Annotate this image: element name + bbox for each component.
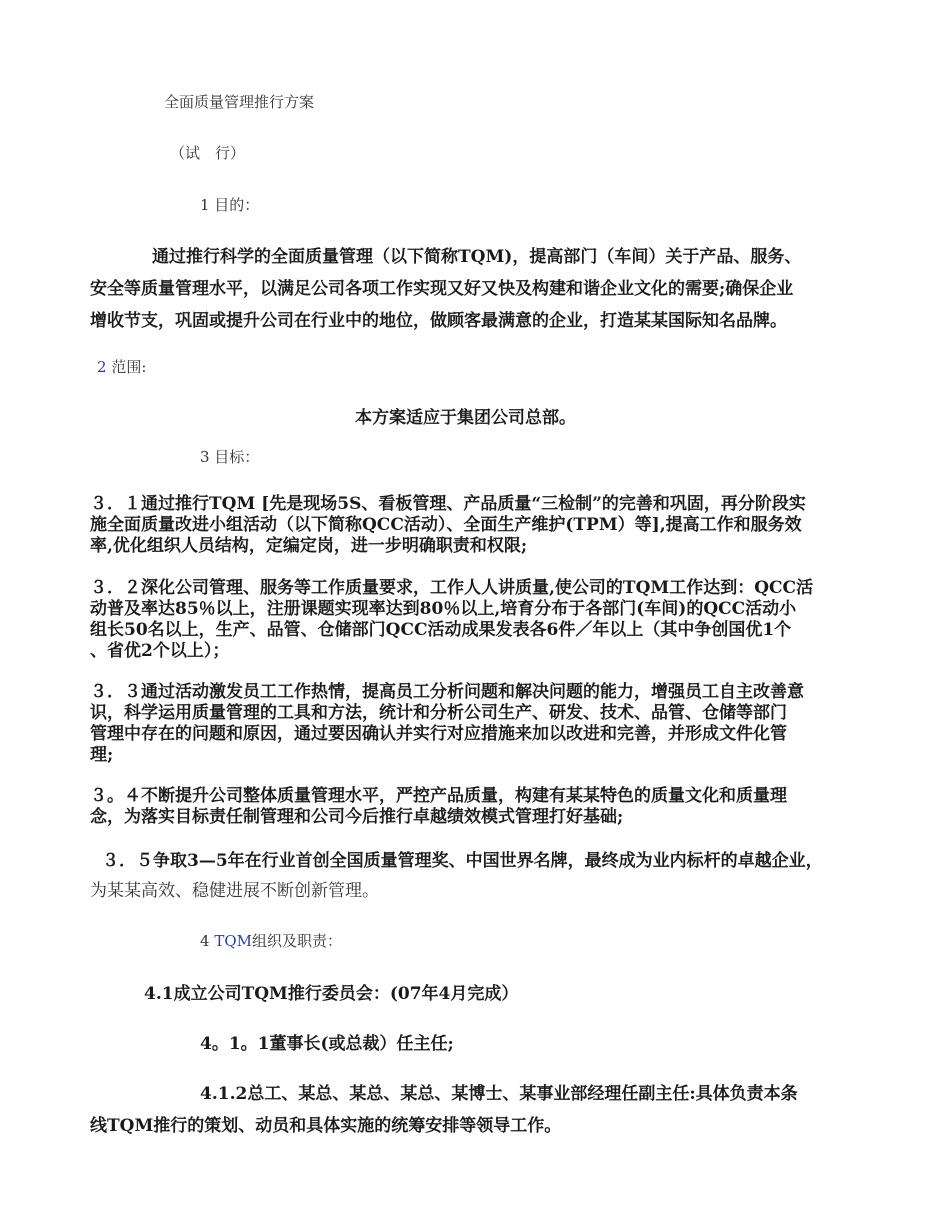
goal-3-4-line-1: ３。４不断提升公司整体质量管理水平，严控产品质量，构建有某某特色的质量文化和质量理 (90, 786, 787, 806)
goal-3-5 (90, 846, 865, 906)
section-2-label: 范围: (111, 358, 147, 376)
document-subtitle: （试 行） (170, 144, 246, 162)
goal-3-1 (90, 494, 865, 557)
section-4-number: 4 (200, 932, 210, 950)
goal-3-3-line-1: ３．３通过活动激发员工工作热情，提高员工分析问题和解决问题的能力，增强员工自主改善意 (90, 682, 804, 702)
item-4-1-2 (90, 1078, 865, 1142)
goal-3-5-line-1: ３．５争取3—5年在行业首创全国质量管理奖、中国世界名牌，最终成为业内标杆的卓越企业， (102, 851, 823, 871)
section-1-line-1: 通过推行科学的全面质量管理（以下简称TQM)，提高部门（车间）关于产品、服务、 (152, 247, 802, 267)
goal-3-1-line-1: ３．１通过推行TQM [先是现场5S、看板管理、产品质量“三检制”的完善和巩固，再分阶段实 (90, 494, 806, 514)
section-1-line-2: 安全等质量管理水平，以满足公司各项工作实现又好又快及构建和谐企业文化的需要;确保企业 (90, 279, 794, 299)
section-2-heading (97, 356, 146, 377)
goal-3-2 (90, 578, 865, 662)
goal-3-5-line-2: 为某某高效、稳健进展不断创新管理。 (90, 881, 379, 901)
goal-3-3 (90, 682, 865, 766)
section-2-number: 2 (97, 358, 107, 376)
goal-3-3-line-2: 识，科学运用质量管理的工具和方法，统计和分析公司生产、研发、技术、品管、仓储等部门 (90, 703, 787, 723)
goal-3-2-line-2: 动普及率达85％以上，注册课题实现率达到80％以上,培育分布于各部门(车间)的QCC活动小 (90, 599, 797, 619)
section-4-heading (200, 930, 342, 951)
goal-3-1-line-2: 施全面质量改进小组活动（以下简称QCC活动）、全面生产维护(TPM）等],提高工作和服务效 (90, 515, 802, 535)
goal-3-1-line-3: 率,优化组织人员结构，定编定岗，进一步明确职责和权限; (90, 536, 528, 556)
section-3-heading: 3 目标： (200, 448, 260, 466)
section-1-paragraph (90, 241, 865, 337)
section-1-heading: 1 目的： (200, 196, 260, 214)
goal-3-3-line-4: 理; (90, 745, 114, 765)
goal-3-2-line-1: ３．２深化公司管理、服务等工作质量要求，工作人人讲质量,使公司的TQM工作达到：QCC活 (90, 578, 814, 598)
item-4-1-2-line-1: 4.1.2总工、某总、某总、某总、某博士、某事业部经理任副主任:具体负责本条 (200, 1084, 798, 1104)
goal-3-2-line-4: 、省优2个以上）； (90, 641, 230, 661)
goal-3-3-line-3: 管理中存在的问题和原因，通过要因确认并实行对应措施来加以改进和完善，并形成文件化管 (90, 724, 787, 744)
section-2-paragraph: 本方案适应于集团公司总部。 (355, 408, 576, 428)
goal-3-4 (90, 786, 865, 828)
document-title: 全面质量管理推行方案 (164, 93, 315, 111)
section-4-tqm: TQM (214, 932, 252, 950)
item-4-1-1: 4。1。1董事长(或总裁）任主任; (200, 1034, 454, 1054)
item-4-1: 4.1成立公司TQM推行委员会：(07年4月完成） (144, 984, 519, 1004)
section-1-line-3: 增收节支，巩固或提升公司在行业中的地位，做顾客最满意的企业，打造某某国际知名品牌。 (90, 311, 787, 331)
goal-3-4-line-2: 念，为落实目标责任制管理和公司今后推行卓越绩效模式管理打好基础; (90, 807, 624, 827)
section-4-label: 组织及职责： (252, 932, 343, 950)
goal-3-2-line-3: 组长50名以上，生产、品管、仓储部门QCC活动成果发表各6件／年以上（其中争创国优1个 (90, 620, 792, 640)
item-4-1-2-line-2: 线TQM推行的策划、动员和具体实施的统筹安排等领导工作。 (90, 1116, 562, 1136)
